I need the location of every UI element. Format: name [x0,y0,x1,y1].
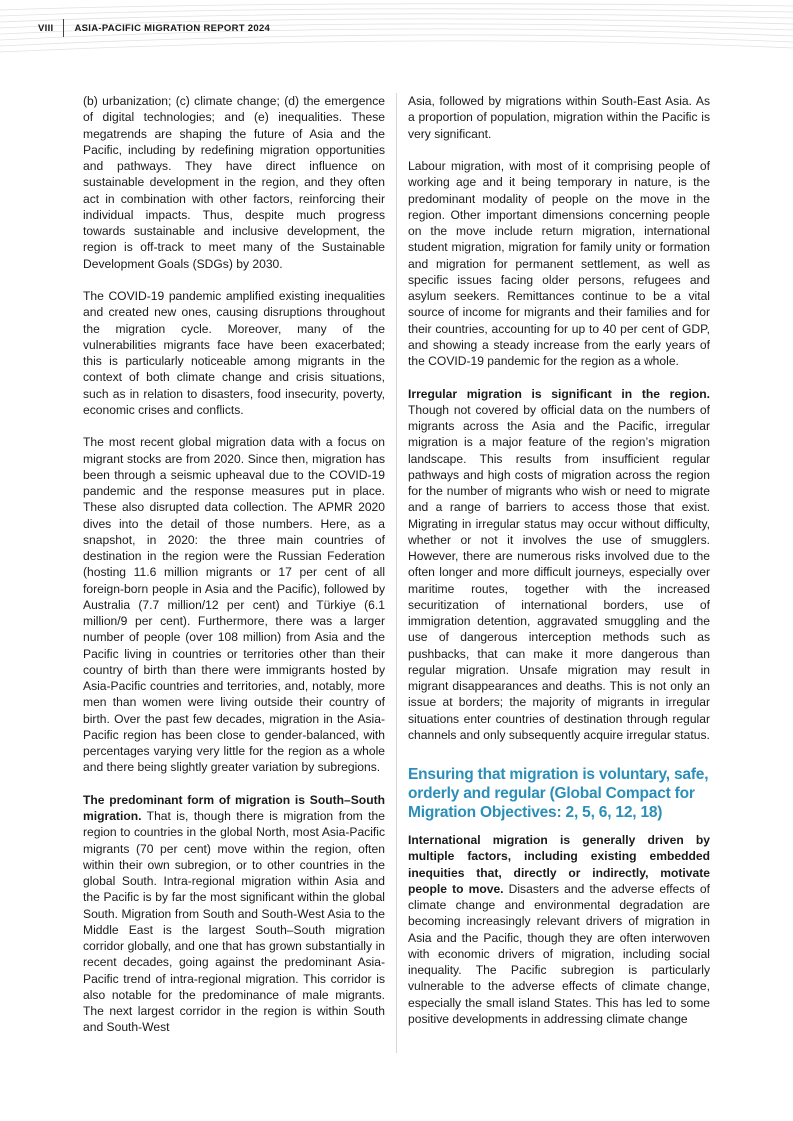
paragraph-megatrends: (b) urbanization; (c) climate change; (d) the emergence of digital technologies; and (e) inequalities. These megatrends are shaping the future of Asia and the Pacific, including by redefining migration opportunities and pathways. They have direct influence on sustainable development in the region, and they often act in combination with other factors, reinforcing their individual impacts. Thus, despite much progress towards sustainable and inclusive development, the region is off-track to meet many of the Sustainable Development Goals (SDGs) by 2030. [83,94,385,271]
paragraph-lead: Irregular migration is significant in the region. [408,386,710,401]
paragraph-south-south [83,792,385,1036]
report-title: ASIA-PACIFIC MIGRATION REPORT 2024 [74,22,271,34]
paragraph-body: Disasters and the adverse effects of climate change and environmental degradation are becoming increasingly relevant drivers of migration in Asia and the Pacific, though they are often interwoven with economic drivers of migration, including social inequality. The Pacific subregion is particularly vulnerable to the adverse effects of climate change, especially the small island States. This has led to some positive developments in addressing climate change [408,881,710,1026]
paragraph-south-east-asia: Asia, followed by migrations within South-East Asia. As a proportion of population, migration within the Pacific is very significant. [408,94,710,141]
paragraph-covid: The COVID-19 pandemic amplified existing inequalities and created new ones, causing disruptions throughout the migration cycle. Moreover, many of the vulnerabilities migrants face have been exacerbated; this is particularly noticeable among migrants in the context of both climate change and crisis situations, such as in relation to disasters, food insecurity, poverty, economic crises and conflicts. [83,289,385,417]
paragraph-body: That is, though there is migration from the region to countries in the global North, most Asia-Pacific migrants (70 per cent) move within the region, often within their own subregion, or to other countries in the global South. Intra-regional migration within Asia and the Pacific is by far the most significant within the global South. Migration from South and South-West Asia to the Middle East is the largest South–South migration corridor globally, and one that has grown substantially in recent decades, going against the predominant Asia-Pacific trend of intra-regional migration. This corridor is also notable for the predominance of male migrants. The next largest corridor in the region is within South and South-West [83,809,385,1035]
header-separator [63,19,64,37]
paragraph-irregular-migration [408,386,710,744]
column-divider [396,93,397,1053]
paragraph-drivers [408,832,710,1027]
right-column [408,93,710,1043]
paragraph-body: Though not covered by official data on the numbers of migrants across the Asia and the Pacific, irregular migration is a major feature of the region’s migration landscape. This results from insufficient regular pathways and high costs of migration across the region for the number of migrants who wish or need to migrate and a range of barriers to access those that exist. Migrating in irregular status may occur without difficulty, whether or not it involves the use of smugglers. However, there are numerous risks involved due to the often longer and more difficult journeys, especially over maritime routes, together with the increased securitization of international borders, use of immigration detention, aggravated smuggling and the use of dangerous interception methods such as pushbacks, that can make it more dangerous than regular migration. Unsafe migration may result in migrant disappearances and deaths. This is not only an issue at borders; the majority of migrants in irregular situations enter countries of destination through regular channels and only subsequently acquire irregular status. [408,402,710,742]
page-number: VIII [38,22,54,34]
paragraph-migration-data: The most recent global migration data with a focus on migrant stocks are from 2020. Since then, migration has been through a seismic upheaval due to the COVID-19 pandemic and the response measures put in place. These also disrupted data collection. The APMR 2020 dives into the detail of those numbers. Here, as a snapshot, in 2020: the three main countries of destination in the region were the Russian Federation (hosting 11.6 million migrants or 17 per cent of all foreign-born people in Asia and the Pacific), followed by Australia (7.7 million/12 per cent) and Türkiye (6.1 million/9 per cent). Furthermore, there was a larger number of people (over 108 million) from Asia and the Pacific living in countries or territories other than their country of birth than there were immigrants hosted by Asia-Pacific countries and territories, and, notably, more men than women were living outside their country of birth. Over the past few decades, migration in the Asia-Pacific region has been close to gender-balanced, with percentages varying very little for the region as a whole and there being slightly greater variation by subregions. [83,435,385,775]
paragraph-lead: The predominant form of migration is South–South migration. [83,792,385,823]
left-column [83,93,385,1052]
running-head [38,18,270,38]
paragraph-labour-migration: Labour migration, with most of it comprising people of working age and it being temporary in nature, is the predominant modality of people on the move in the region. Other important dimensions concerning people on the move include return migration, international student migration, migration for family unity or formation and migration for permanent settlement, as well as specific issues facing older persons, refugees and asylum seekers. Remittances continue to be a vital source of income for migrants and their families and for their countries, accounting for up to 40 per cent of GDP, and showing a steady increase from the early years of the COVID-19 pandemic for the region as a whole. [408,159,710,368]
paragraph-lead: International migration is generally driven by multiple factors, including existing embedded inequities that, directly or indirectly, motivate people to move. [408,833,710,896]
section-heading: Ensuring that migration is voluntary, safe, orderly and regular (Global Compact for Migration Objectives: 2, 5, 6, 12, 18) [408,766,709,821]
